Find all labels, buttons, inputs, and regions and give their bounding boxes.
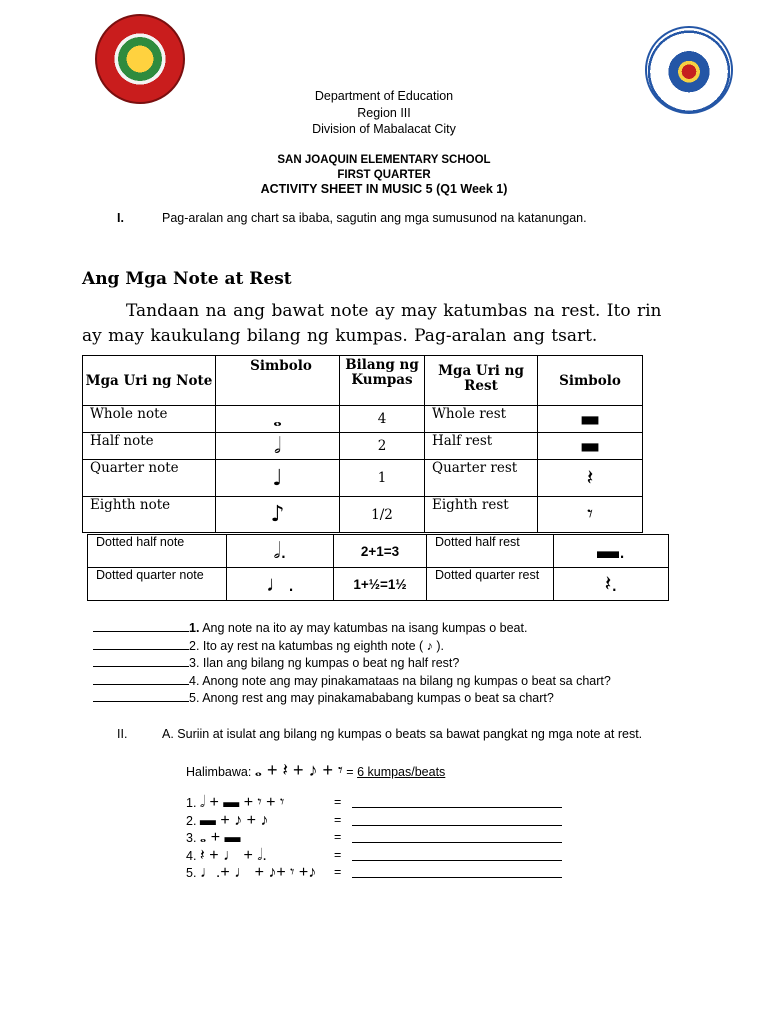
table-row <box>83 460 643 497</box>
question-item: 2. Ito ay rest na katumbas ng eighth note ( ♪ ). <box>93 638 611 656</box>
eighth-rest-icon: 𝄾 <box>538 497 643 533</box>
note-name: Whole note <box>83 406 216 433</box>
note-name: Quarter note <box>83 460 216 497</box>
division-name: Division of Mabalacat City <box>312 122 456 136</box>
part1-instruction: Pag-aralan ang chart sa ibaba, sagutin ang mga sumusunod na katanungan. <box>162 211 587 225</box>
beat-count: 4 <box>340 406 425 433</box>
exercise-item: 4. 𝄽 + ♩ + 𝅗𝅥. = <box>186 847 316 865</box>
dept-name: Department of Education <box>314 89 454 103</box>
dotted-quarter-note-icon: ♩. <box>227 568 334 601</box>
rest-name: Eighth rest <box>425 497 538 533</box>
half-rest-icon: ▬ <box>538 433 643 460</box>
answer-blank[interactable] <box>93 655 189 667</box>
activity-title: ACTIVITY SHEET IN MUSIC 5 (Q1 Week 1) <box>260 182 508 196</box>
answer-blank[interactable] <box>352 849 562 861</box>
question-item: 1. Ang note na ito ay may katumbas na isang kumpas o beat. <box>93 620 611 638</box>
note-name: Dotted half note <box>88 535 227 568</box>
answer-blank[interactable] <box>352 814 562 826</box>
whole-rest-icon: ▬ <box>538 406 643 433</box>
dotted-quarter-rest-icon: 𝄽. <box>554 568 669 601</box>
beat-count: 1+½=1½ <box>334 568 427 601</box>
example-row: Halimbawa: 𝅝 + 𝄽 + ♪ + 𝄾 = 6 kumpas/beats <box>186 760 446 780</box>
region-name: Region III <box>357 105 411 120</box>
rest-name: Dotted half rest <box>427 535 554 568</box>
header-beats: Bilang ng Kumpas <box>340 356 425 406</box>
part2-instruction: A. Suriin at isulat ang bilang ng kumpas o beats sa bawat pangkat ng mga note at rest. <box>162 727 643 741</box>
answer-blank[interactable] <box>93 620 189 632</box>
beat-count: 2 <box>340 433 425 460</box>
rest-name: Dotted quarter rest <box>427 568 554 601</box>
rest-name: Quarter rest <box>425 460 538 497</box>
header-note-type: Mga Uri ng Note <box>83 356 216 406</box>
header-rest-symbol: Simbolo <box>538 356 643 406</box>
header-rest-type: Mga Uri ng Rest <box>425 356 538 406</box>
whole-note-icon: 𝅝 <box>216 406 340 433</box>
answer-blank[interactable] <box>93 638 189 650</box>
question-list <box>93 620 611 708</box>
table-row <box>83 433 643 460</box>
school-name: SAN JOAQUIN ELEMENTARY SCHOOL <box>277 154 491 166</box>
example-label: Halimbawa: <box>186 765 252 779</box>
eighth-note-icon: ♪ <box>216 497 340 533</box>
example-answer: 6 kumpas/beats <box>357 765 446 779</box>
exercise-item: 1. 𝅗𝅥 + ▬ + 𝄾 + 𝄾 = <box>186 794 316 812</box>
answer-blank[interactable] <box>352 831 562 843</box>
table-row <box>83 406 643 433</box>
answer-blank[interactable] <box>93 673 189 685</box>
answer-blank[interactable] <box>352 796 562 808</box>
table-row <box>83 497 643 533</box>
note-name: Half note <box>83 433 216 460</box>
rest-name: Half rest <box>425 433 538 460</box>
answer-blank[interactable] <box>352 866 562 878</box>
answer-blank[interactable] <box>93 690 189 702</box>
note-name: Eighth note <box>83 497 216 533</box>
part1-numeral: I. <box>117 211 124 225</box>
table-row <box>88 535 669 568</box>
notes-table <box>82 355 643 533</box>
beat-count: 1 <box>340 460 425 497</box>
rest-name: Whole rest <box>425 406 538 433</box>
exercise-item: 5. ♩.+ ♩ + ♪+ 𝄾 +♪ = <box>186 864 316 882</box>
half-note-icon: 𝅗𝅥 <box>216 433 340 460</box>
note-name: Dotted quarter note <box>88 568 227 601</box>
beat-count: 2+1=3 <box>334 535 427 568</box>
example-expression: 𝅝 + 𝄽 + ♪ + 𝄾 <box>254 760 343 780</box>
part2-numeral: II. <box>117 727 128 741</box>
quarter-note-icon: ♩ <box>216 460 340 497</box>
table-row <box>88 568 669 601</box>
question-item: 4. Anong note ang may pinakamataas na bilang ng kumpas o beat sa chart? <box>93 673 611 691</box>
header-symbol: Simbolo <box>216 356 340 406</box>
letterhead <box>0 88 768 138</box>
question-item: 5. Anong rest ang may pinakamababang kumpas o beat sa chart? <box>93 690 611 708</box>
dotted-half-rest-icon: ▬. <box>554 535 669 568</box>
dotted-notes-table <box>87 534 669 601</box>
exercise-list <box>186 794 342 882</box>
question-item: 3. Ilan ang bilang ng kumpas o beat ng half rest? <box>93 655 611 673</box>
dotted-half-note-icon: 𝅗𝅥. <box>227 535 334 568</box>
lesson-paragraph: Tandaan na ang bawat note ay may katumbas na rest. Ito rin ay may kaukulang bilang ng kumpas. Pag-aralan ang tsart. <box>82 301 662 346</box>
exercise-item: 3. 𝅝 + ▬ = <box>186 829 316 847</box>
school-header <box>0 153 768 197</box>
quarter-label: FIRST QUARTER <box>337 168 431 181</box>
exercise-item: 2. ▬ + ♪ + ♪ = <box>186 812 316 830</box>
quarter-rest-icon: 𝄽 <box>538 460 643 497</box>
lesson-title: Ang Mga Note at Rest <box>82 269 292 289</box>
beat-count: 1/2 <box>340 497 425 533</box>
